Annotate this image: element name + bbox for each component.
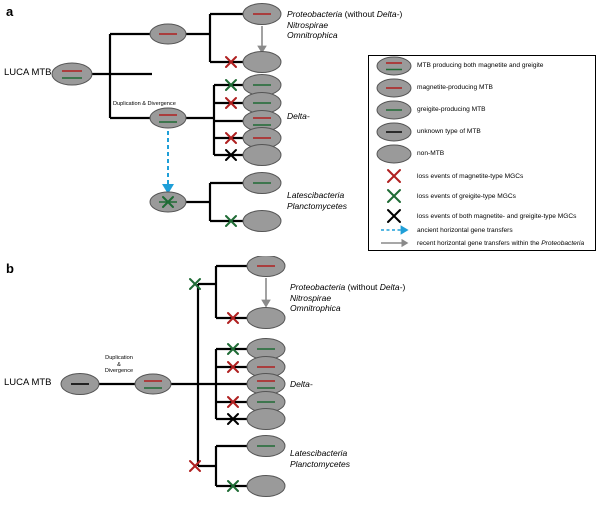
legend-label-1: magnetite-producing MTB — [417, 84, 493, 91]
legend-label-4: non-MTB — [417, 150, 445, 157]
legend-label-9: recent horizontal gene transfers within the Proteobacteria — [417, 240, 585, 247]
legend-icon-x-black — [388, 210, 400, 222]
legend-icon-x-red — [388, 170, 400, 182]
tip-b-latesci-plain — [247, 476, 285, 497]
tip-b-delta-plain — [247, 409, 285, 430]
tip-b-proteo-magnetite — [247, 256, 285, 277]
panel-b-root-label: LUCA MTB — [4, 377, 52, 388]
panel-b-dup-div-label: Duplication & Divergence — [104, 355, 134, 375]
node-root-both — [52, 63, 92, 85]
legend-label-0: MTB producing both magnetite and greigite — [417, 62, 544, 69]
node-a-upper-internal — [150, 24, 186, 44]
legend-icon-ellipse-greigite — [377, 101, 411, 119]
panel-a-clade-label-proteobacteria: Proteobacteria (without Delta-) Nitrospirae Omnitrophica — [287, 9, 403, 40]
legend-icon-ellipse-both — [377, 57, 411, 75]
legend-label-5: loss events of magnetite-type MGCs — [417, 173, 524, 180]
panel-b-clade-label-latescibacteria: Latescibacteria Planctomycetes — [290, 448, 350, 469]
tip-a-delta-plain — [243, 145, 281, 166]
legend-icon-ellipse-magnetite — [377, 79, 411, 97]
legend-label-7: loss events of both magnetite- and greigite-type MGCs — [417, 213, 577, 220]
legend-label-2: greigite-producing MTB — [417, 106, 486, 113]
tip-a-proteo-magnetite — [243, 4, 281, 25]
tip-a-latesci-greigite — [243, 173, 281, 194]
panel-a-root-label: LUCA MTB — [4, 67, 52, 78]
legend-label-8: ancient horizontal gene transfers — [417, 227, 513, 234]
panel-a-dup-div-label: Duplication & Divergence — [113, 101, 176, 107]
tip-a-proteo-plain — [243, 52, 281, 73]
panel-b-clade-label-proteobacteria: Proteobacteria (without Delta-) Nitrospirae Omnitrophica — [290, 282, 406, 313]
legend-icon-ellipse-unknown — [377, 123, 411, 141]
tip-b-latesci-greigite — [247, 436, 285, 457]
legend-label-6: loss events of greigite-type MGCs — [417, 193, 516, 200]
legend-icon-x-green — [388, 190, 400, 202]
panel-a-label: a — [6, 4, 14, 19]
node-b-root-unknown — [61, 374, 99, 395]
legend-icon-ellipse-plain — [377, 145, 411, 163]
panel-b-clade-label-delta: Delta- — [290, 379, 313, 389]
panel-a-clade-label-latescibacteria: Latescibacteria Planctomycetes — [287, 190, 347, 211]
legend-label-3: unknown type of MTB — [417, 128, 481, 135]
tip-a-latesci-plain — [243, 211, 281, 232]
node-a-delta-internal — [150, 108, 186, 128]
panel-a-clade-label-delta: Delta- — [287, 111, 310, 121]
node-b-internal-both — [135, 374, 171, 394]
legend-box — [368, 55, 596, 251]
panel-b-label: b — [6, 261, 14, 276]
tip-b-proteo-plain — [247, 308, 285, 329]
